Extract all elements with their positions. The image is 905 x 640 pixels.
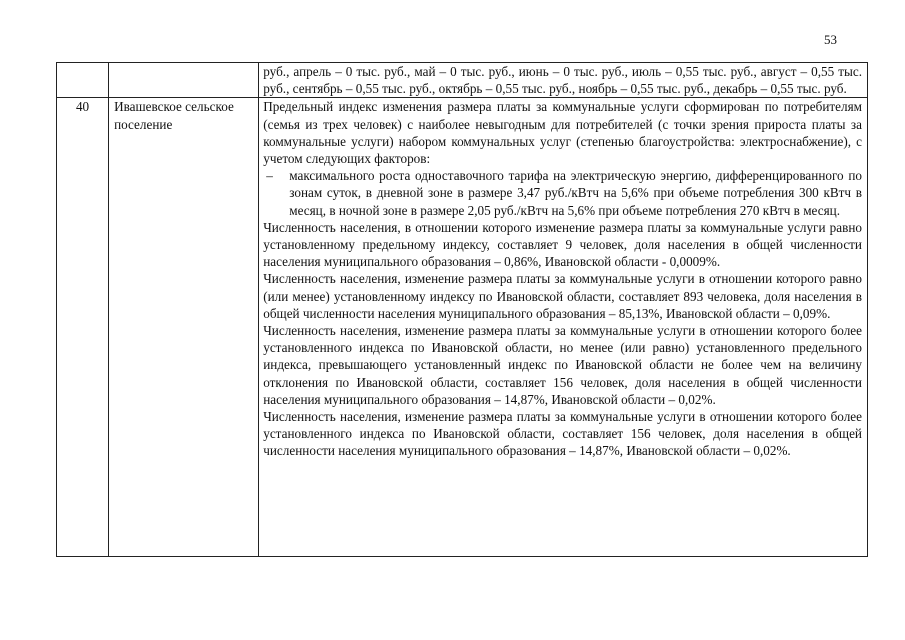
settlement-name-cell: Ивашевское сельское поселение [109,98,259,557]
continuation-text: руб., апрель – 0 тыс. руб., май – 0 тыс. руб., июнь – 0 тыс. руб., июль – 0,55 тыс. руб., август – 0,55 тыс. руб., сентябрь – 0,55 тыс. руб., октябрь – 0,55 тыс. руб., ноябрь – 0,55 тыс. руб., декабрь – 0,55 тыс. руб. [263,64,862,97]
row-number-cell: 40 [57,98,109,557]
table-row [57,98,868,557]
data-table [56,62,868,557]
table-row [57,63,868,98]
description-cell [259,63,868,98]
row-number-cell [57,63,109,98]
list-dash: – [266,168,273,184]
description-cell [259,98,868,557]
factor-text: максимального роста одноставочного тарифа на электрическую энергию, дифференцированного по зонам суток, в дневной зоне в размере 3,47 руб./кВтч на 5,6% при объеме потребления 300 кВтч в месяц, в ночной зоне в размере 2,05 руб./кВтч на 5,6% при объеме потребления 270 кВтч в месяц. [289,168,862,218]
intro-paragraph: Предельный индекс изменения размера платы за коммунальные услуги сформирован по потребителям (семья из трех человек) с наиболее невыгодным для потребителей (с точки зрения прироста платы за коммунальные услуги) набором коммунальных услуг (степенью благоустройства: электроснабжение), с учетом следующих факторов: [263,99,862,167]
factor-list-item [263,167,862,219]
population-paragraph: Численность населения, изменение размера платы за коммунальные услуги в отношении которого более установленного индекса по Ивановской области, но менее (или равно) установленного предельного индекса, превышающего установленный индекс по Ивановской области не более чем на величину отклонения по Ивановской области, составляет 156 человек, доля населения в общей численности населения муниципального образования – 14,87%, Ивановской области – 0,02%. [263,323,862,407]
population-paragraph: Численность населения, в отношении которого изменение размера платы за коммунальные услуги равно установленному предельному индексу, составляет 9 человек, доля населения в общей численности населения муниципального образования – 0,86%, Ивановской области - 0,0009%. [263,219,862,270]
page-number: 53 [824,32,837,47]
settlement-name-cell [109,63,259,98]
population-paragraph: Численность населения, изменение размера платы за коммунальные услуги в отношении которого более установленного индекса по Ивановской области, составляет 156 человек, доля населения в общей численности населения муниципального образования – 14,87%, Ивановской области – 0,02%. [263,409,862,459]
population-paragraph: Численность населения, изменение размера платы за коммунальные услуги в отношении которого равно (или менее) установленному индексу по Ивановской области, составляет 893 человека, доля населения в общей численности населения муниципального образования – 85,13%, Ивановской области – 0,09%. [263,271,862,321]
